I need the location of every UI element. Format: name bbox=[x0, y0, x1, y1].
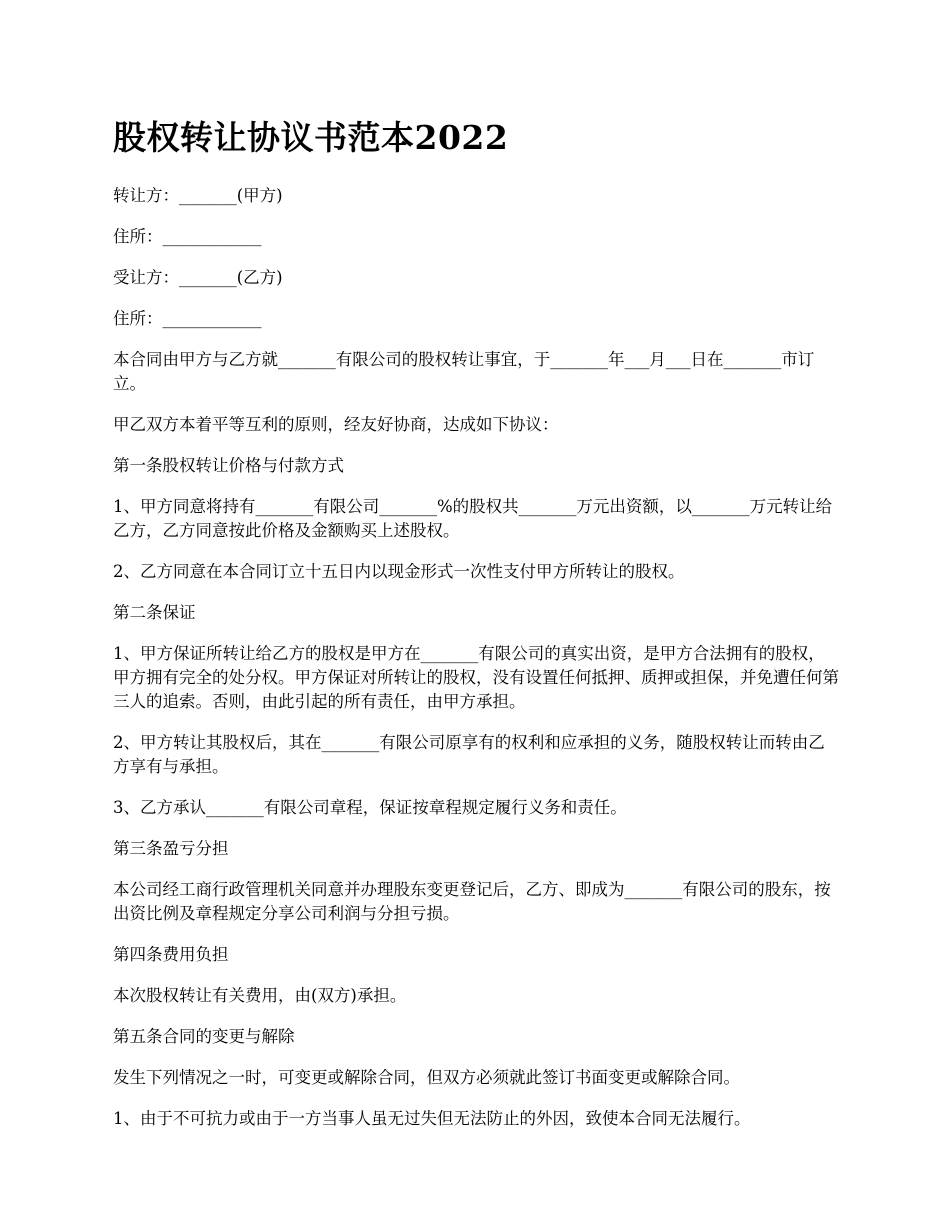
section-heading-4: 第四条费用负担 bbox=[113, 945, 229, 964]
section-heading-5: 第五条合同的变更与解除 bbox=[113, 1027, 295, 1046]
paragraph-transferee: 受让方：_______(乙方) bbox=[113, 268, 283, 287]
paragraph-2-2: 2、甲方转让其股权后，其在_______有限公司原享有的权利和应承担的义务，随股权转让而转由乙方享有与承担。 bbox=[113, 733, 825, 776]
document-title: 股权转让协议书范本2022 bbox=[113, 118, 509, 157]
paragraph-intro: 本合同由甲方与乙方就_______有限公司的股权转让事宜，于_______年___月___日在_______市订立。 bbox=[113, 350, 815, 393]
section-heading-3: 第三条盈亏分担 bbox=[113, 839, 229, 858]
paragraph-2-3: 3、乙方承认_______有限公司章程，保证按章程规定履行义务和责任。 bbox=[113, 798, 627, 817]
section-heading-2: 第二条保证 bbox=[113, 603, 196, 622]
paragraph-transferor-address: 住所：____________ bbox=[113, 227, 262, 246]
document-body bbox=[113, 118, 841, 1148]
paragraph-3-1: 本公司经工商行政管理机关同意并办理股东变更登记后，乙方、即成为_______有限公司的股东，按出资比例及章程规定分享公司利润与分担亏损。 bbox=[113, 880, 831, 923]
paragraph-5-intro: 发生下列情况之一时，可变更或解除合同，但双方必须就此签订书面变更或解除合同。 bbox=[113, 1068, 740, 1087]
paragraph-4-1: 本次股权转让有关费用，由(双方)承担。 bbox=[113, 986, 407, 1005]
paragraph-principle: 甲乙双方本着平等互利的原则，经友好协商，达成如下协议： bbox=[113, 415, 559, 434]
paragraph-1-1: 1、甲方同意将持有_______有限公司_______%的股权共_______万元出资额，以_______万元转让给乙方，乙方同意按此价格及金额购买上述股权。 bbox=[113, 497, 833, 540]
section-heading-1: 第一条股权转让价格与付款方式 bbox=[113, 456, 344, 475]
paragraph-transferee-address: 住所：____________ bbox=[113, 309, 262, 328]
paragraph-2-1: 1、甲方保证所转让给乙方的股权是甲方在_______有限公司的真实出资，是甲方合法拥有的股权，甲方拥有完全的处分权。甲方保证对所转让的股权，没有设置任何抵押、质押或担保，并免遭任何第三人的追索。否则，由此引起的所有责任，由甲方承担。 bbox=[113, 644, 839, 711]
paragraph-5-1: 1、由于不可抗力或由于一方当事人虽无过失但无法防止的外因，致使本合同无法履行。 bbox=[113, 1109, 751, 1128]
paragraph-1-2: 2、乙方同意在本合同订立十五日内以现金形式一次性支付甲方所转让的股权。 bbox=[113, 562, 685, 581]
paragraph-transferor: 转让方：_______(甲方) bbox=[113, 186, 283, 205]
